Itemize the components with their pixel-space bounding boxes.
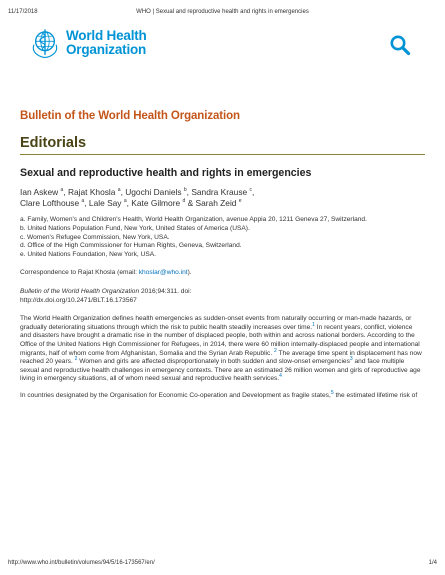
author-affiliation-mark: a	[117, 187, 121, 193]
print-date: 11/17/2018	[8, 9, 38, 15]
correspondence-suffix: ).	[187, 269, 192, 277]
author-name[interactable]: Sandra Krause	[191, 186, 248, 197]
print-header	[8, 9, 437, 15]
who-logo[interactable]	[28, 26, 147, 60]
citation-journal: Bulletin of the World Health Organization	[20, 287, 140, 295]
paragraph-text: Women and girls are affected disproportionately in both sudden and slow-onset emergencies	[77, 358, 350, 366]
author-affiliation-mark: e	[238, 198, 242, 205]
logo-wordmark	[66, 29, 147, 57]
paragraph-text: In recent years, conflict, violence and disasters have brought a dramatic rise in the number of displaced people, both within and across national borders. According to the Office of the United Nations High Commissioner for Refugees, in 2014, there were 60 million internally-displaced people and international migrants, half of whom come from Afghanistan, Somalia and the Syrian Arab Republic.	[20, 323, 420, 357]
citation-doi-link[interactable]: http://dx.doi.org/10.2471/BLT.16.173567	[20, 296, 137, 304]
body-paragraph	[20, 315, 425, 384]
correspondence-label: Correspondence to Rajat Khosla (email:	[20, 269, 139, 277]
body-paragraph	[20, 389, 425, 401]
reference-link[interactable]: 3	[349, 355, 353, 362]
correspondence-email-link[interactable]: khoslar@who.int	[138, 269, 188, 277]
paragraph-text: The World Health Organization defines health emergencies as sudden-onset events from naturally occurring or man-made hazards, or gradually deteriorating situations through which the risk to public health steadily increases over time.	[20, 315, 412, 331]
paragraph-text: the estimated lifetime risk of	[333, 391, 418, 399]
paragraph-text: and face multiple sexual and reproductive health challenges in emergency contexts. There are an estimated 26 million women and girls of reproductive age living in emergency situations, all of whom need sexual and reproductive health services.	[20, 358, 421, 383]
affiliation-item: b. United Nations Population Fund, New York, United States of America (USA).	[20, 225, 250, 232]
affiliation-item: a. Family, Women's and Children's Health, World Health Organization, avenue Appia 20, 1211 Geneva 27, Switzerland.	[20, 216, 367, 224]
correspondence	[20, 269, 425, 278]
author-name[interactable]: Lale Say	[88, 198, 122, 208]
masthead	[28, 26, 417, 68]
logo-line-2: Organization	[66, 42, 147, 57]
reference-link[interactable]: 2	[274, 347, 277, 354]
author-affiliation-mark: a	[81, 198, 85, 205]
paragraph-text: In countries designated by the Organisation for Economic Co-operation and Development as fragile states,	[20, 391, 331, 399]
citation-details: 2016;94:311. doi:	[139, 287, 192, 295]
author-line-2: Clare Lofthouse $^a$, Lale Say $^a$, Kate Gilmore $^d$ & Sarah Zeid $^e$	[20, 198, 242, 208]
citation	[20, 288, 425, 305]
author-affiliation-mark: a	[60, 187, 64, 193]
author-list	[20, 186, 425, 208]
author-line-1: Ian Askew $^a$, Rajat Khosla $^a$, Ugochi Daniels $^b$, Sandra Krause $^c$,	[20, 186, 255, 197]
author-name[interactable]: Sarah Zeid	[195, 198, 237, 208]
author-affiliation-mark: d	[182, 198, 186, 205]
author-name[interactable]: Rajat Khosla	[67, 186, 116, 197]
author-name[interactable]: Kate Gilmore	[131, 198, 181, 208]
affiliation-item: c. Women's Refugee Commission, New York, USA.	[20, 233, 170, 241]
author-name[interactable]: Ugochi Daniels	[125, 186, 182, 197]
author-affiliation-mark: b	[183, 187, 187, 193]
search-icon	[389, 34, 411, 56]
author-name[interactable]: Clare Lofthouse	[20, 198, 80, 208]
paragraph-text: The average time spent in displacement has now reached 20 years.	[20, 349, 422, 366]
affiliation-item: d. Office of the High Commissioner for Human Rights, Geneva, Switzerland.	[20, 242, 242, 250]
print-url: http://www.who.int/bulletin/volumes/94/5/16-173567/en/	[8, 560, 155, 566]
author-name[interactable]: Ian Askew	[20, 186, 59, 197]
reference-link[interactable]: 1	[312, 321, 315, 328]
print-page-number: 1/4	[428, 560, 437, 566]
search-button[interactable]	[389, 34, 411, 56]
print-page-title: WHO | Sexual and reproductive health and rights in emergencies	[136, 9, 309, 15]
print-footer	[8, 560, 437, 566]
bulletin-title: Bulletin of the World Health Organization	[20, 110, 240, 122]
author-affiliation-mark: c	[249, 187, 253, 193]
affiliations	[20, 216, 425, 259]
author-affiliation-mark: a	[123, 198, 127, 205]
logo-line-1: World Health	[66, 28, 147, 43]
section-divider	[20, 154, 425, 155]
article	[20, 167, 425, 409]
section-title: Editorials	[20, 135, 87, 151]
reference-link[interactable]: 2	[74, 355, 78, 362]
article-title: Sexual and reproductive health and rights in emergencies	[20, 167, 312, 179]
reference-link[interactable]: 5	[330, 389, 334, 396]
reference-link[interactable]: 4	[279, 373, 282, 380]
who-emblem-icon	[28, 26, 62, 60]
affiliation-item: e. United Nations Foundation, New York, USA.	[20, 250, 156, 258]
